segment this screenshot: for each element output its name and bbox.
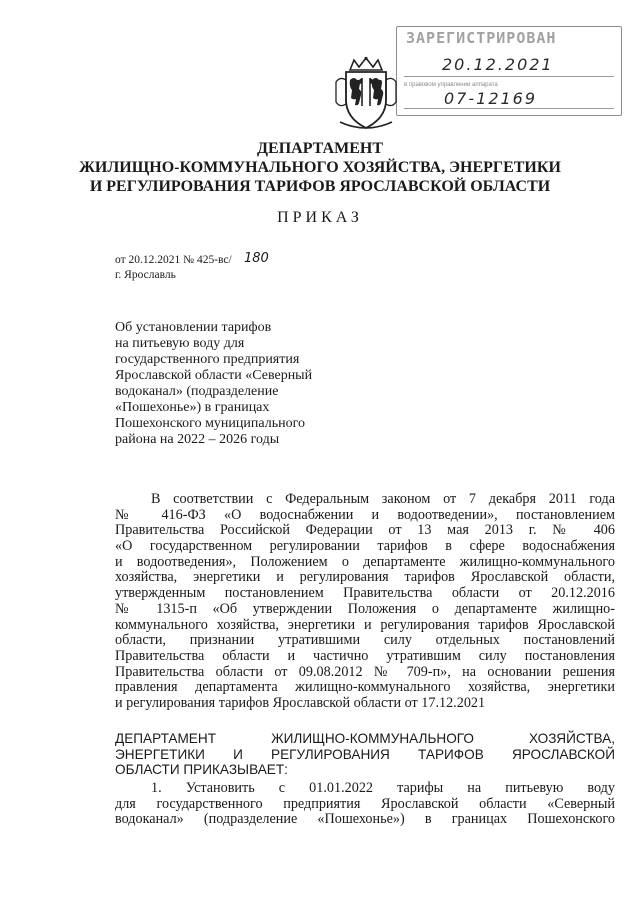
decree-line: ЭНЕРГЕТИКИ И РЕГУЛИРОВАНИЯ ТАРИФОВ ЯРОСЛАВСКОЙ [115,746,615,762]
preamble-line: коммунального хозяйства, энергетики и регулирования тарифов Ярославской [115,616,615,633]
preamble-line: № 1315-п «Об утверждении Положения о департаменте жилищно- [115,600,615,617]
subject-line: «Пошехонье») в границах [115,400,270,415]
stamp-title: ЗАРЕГИСТРИРОВАН [406,29,557,47]
order-city: г. Ярославль [115,269,176,281]
stamp-note: в правовом управлении аппарата [404,82,498,88]
item-line: для государственного предприятия Ярославской области «Северный [115,795,615,812]
preamble-line: В соответствии с Федеральным законом от 7 декабря 2011 года [151,491,615,507]
decree-line: ДЕПАРТАМЕНТ ЖИЛИЩНО-КОММУНАЛЬНОГО ХОЗЯЙСТВА, [115,731,615,746]
preamble-line: № 416-ФЗ «О водоснабжении и водоотведении», постановлением [115,506,615,523]
department-title-line-3: И РЕГУЛИРОВАНИЯ ТАРИФОВ ЯРОСЛАВСКОЙ ОБЛАСТИ [89,178,551,195]
preamble-paragraph [115,492,615,712]
stamp-number-line [404,108,614,109]
subject-line: государственного предприятия [115,352,300,367]
decree-item-1 [115,781,615,828]
item-line: 1. Установить с 01.01.2022 тарифы на питьевую воду [151,780,615,796]
handwritten-order-suffix: 180 [244,251,269,266]
document-type: ПРИКАЗ [277,209,363,226]
registration-stamp [396,26,624,118]
order-subject [115,320,345,448]
decree-heading [115,731,615,778]
subject-line: Об установлении тарифов [115,320,272,335]
department-title-line-2: ЖИЛИЩНО-КОММУНАЛЬНОГО ХОЗЯЙСТВА, ЭНЕРГЕТИКИ [79,159,561,176]
stamp-handwritten-date: 20.12.2021 [442,55,554,74]
preamble-line: Правительства области от 09.08.2012 № 709-п», на основании решения [115,663,615,680]
order-date-number: от 20.12.2021 № 425-вс/ [115,254,232,266]
stamp-handwritten-number: 07-12169 [444,89,538,108]
coat-of-arms-icon [328,56,404,132]
preamble-line: области, признании утратившими силу отдельных постановлений [115,632,615,649]
preamble-line: хозяйства, энергетики и регулирования тарифов Ярославской области, [115,569,615,586]
preamble-line: Правительства Российской Федерации от 13 мая 2013 г. № 406 [115,522,615,539]
department-title-line-1: ДЕПАРТАМЕНТ [257,140,383,157]
preamble-line: и водоотведения», Положением о департаменте жилищно-коммунального [115,553,615,570]
item-line: водоканал» (подразделение «Пошехонье») в границах Пошехонского [115,811,615,828]
preamble-line: «О государственном регулировании тарифов в сфере водоснабжения [115,538,615,555]
subject-line: водоканал» (подразделение [115,384,279,399]
decree-line: ОБЛАСТИ ПРИКАЗЫВАЕТ: [115,762,288,778]
stamp-date-line [404,76,614,77]
subject-line: Ярославской области «Северный [115,368,313,383]
subject-line: района на 2022 – 2026 годы [115,432,280,447]
preamble-line: правления департамента жилищно-коммунального хозяйства, энергетики [115,679,615,696]
subject-line: на питьевую воду для [115,336,245,351]
subject-line: Пошехонского муниципального [115,416,305,431]
preamble-line: и регулирования тарифов Ярославской области от 17.12.2021 [115,694,486,711]
preamble-line: утвержденным постановлением Правительства области от 20.12.2016 [115,585,615,602]
preamble-line: Правительства области и частично утратившим силу постановления [115,647,615,664]
